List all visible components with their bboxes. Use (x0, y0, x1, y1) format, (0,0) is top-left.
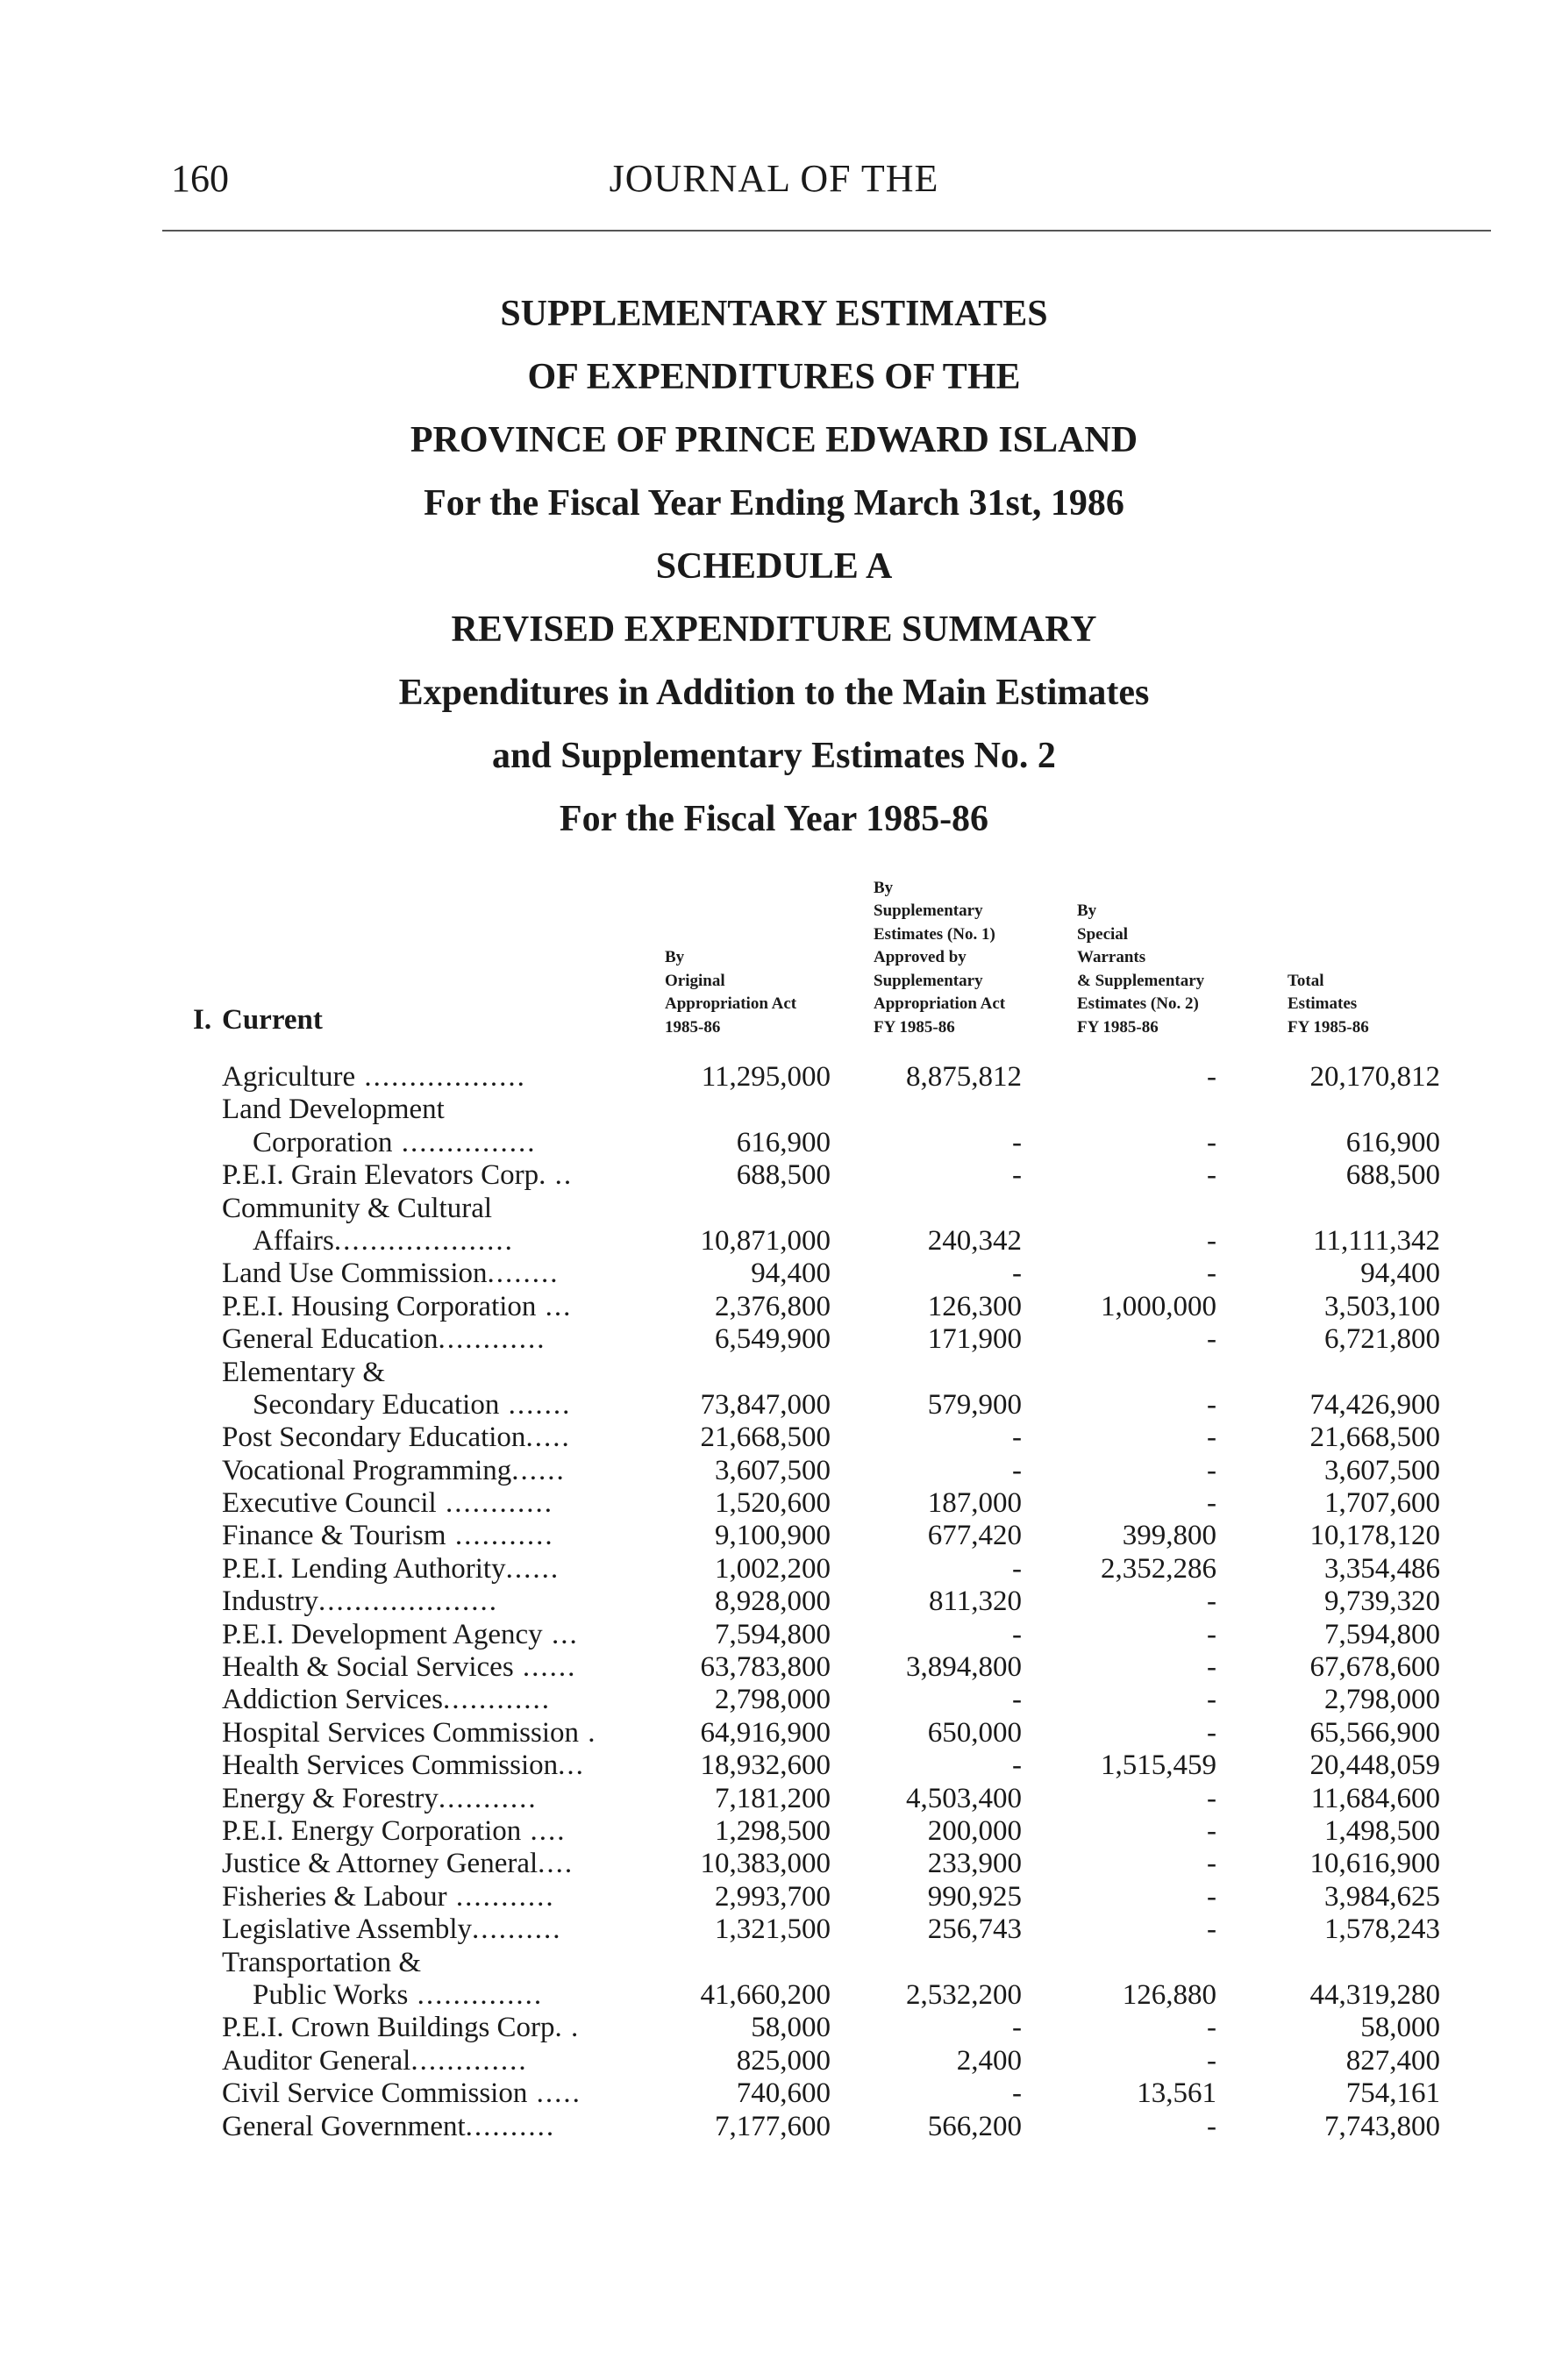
cell-value: 2,798,000 (1324, 1684, 1440, 1716)
journal-title: JOURNAL OF THE (609, 157, 939, 200)
cell-value: 825,000 (736, 2044, 831, 2077)
table-row (0, 1291, 1548, 1323)
cell-value: - (1012, 1159, 1022, 1192)
row-label-text: Public Works (253, 1978, 409, 2011)
column-header-line: By (874, 878, 894, 897)
row-label (222, 1061, 526, 1094)
row-label-text: Vocational Programming (222, 1454, 512, 1486)
dot-leader: .... (538, 1848, 574, 1880)
row-label (222, 1848, 574, 1880)
cell-value: 74,426,900 (1309, 1388, 1440, 1421)
cell-value: 10,871,000 (700, 1224, 831, 1257)
table-row (0, 1258, 1548, 1290)
row-label (222, 1651, 576, 1684)
cell-value: 171,900 (927, 1323, 1022, 1356)
dot-leader: ...... (505, 1552, 560, 1585)
cell-value: 1,520,600 (715, 1487, 831, 1520)
cell-value: - (1012, 2077, 1022, 2110)
dot-leader: .................... (333, 1224, 514, 1257)
dot-leader: . (579, 1716, 597, 1749)
row-label-text: Justice & Attorney General (222, 1848, 539, 1880)
row-label (222, 2111, 555, 2143)
cell-value: - (1012, 1422, 1022, 1454)
dot-leader: .......... (472, 1913, 562, 1946)
title-line: For the Fiscal Year Ending March 31st, 1986 (424, 483, 1124, 524)
column-header-line: By (1077, 901, 1097, 920)
table-row (0, 1455, 1548, 1487)
row-label (222, 1291, 572, 1323)
dot-leader: ...... (513, 1651, 577, 1684)
row-label-text: Community & Cultural (222, 1192, 493, 1224)
dot-leader: ... (536, 1290, 573, 1322)
dot-leader: ............ (443, 1684, 552, 1716)
table-row (0, 1520, 1548, 1552)
row-label (222, 2045, 528, 2077)
column-header-line: Estimates (No. 2) (1077, 994, 1199, 1013)
title-line: REVISED EXPENDITURE SUMMARY (451, 609, 1097, 650)
dot-leader: ..... (527, 2077, 581, 2110)
column-header-line: & Supplementary (1077, 971, 1205, 990)
title-line: For the Fiscal Year 1985-86 (559, 799, 989, 839)
cell-value: - (1207, 1814, 1216, 1847)
dot-leader: .... (521, 1814, 567, 1847)
cell-value: 20,448,059 (1309, 1749, 1440, 1782)
column-header-line: Appropriation Act (665, 994, 797, 1013)
column-header-line: Approved by (874, 948, 967, 966)
table-row (0, 1684, 1548, 1716)
cell-value: 3,607,500 (715, 1454, 831, 1486)
row-label-text: P.E.I. Development Agency (222, 1618, 543, 1650)
cell-value: - (1012, 1618, 1022, 1650)
cell-value: 4,503,400 (906, 1782, 1022, 1814)
cell-value: 990,925 (927, 1880, 1022, 1913)
cell-value: 44,319,280 (1309, 1978, 1440, 2011)
cell-value: 1,515,459 (1101, 1749, 1216, 1782)
table-row (0, 1947, 1548, 1979)
dot-leader: .. (546, 1159, 574, 1192)
title-line: and Supplementary Estimates No. 2 (492, 736, 1056, 776)
cell-value: 3,354,486 (1324, 1552, 1440, 1585)
column-header-line: Total (1288, 971, 1324, 990)
table-row (0, 1094, 1548, 1126)
cell-value: 740,600 (736, 2077, 831, 2110)
cell-value: - (1207, 1061, 1216, 1093)
dot-leader: .......... (465, 2110, 556, 2142)
cell-value: - (1012, 1258, 1022, 1290)
cell-value: 11,684,600 (1310, 1782, 1440, 1814)
row-label-text: Corporation (253, 1126, 393, 1158)
cell-value: - (1012, 1454, 1022, 1486)
cell-value: - (1207, 1487, 1216, 1520)
row-label-text: P.E.I. Crown Buildings Corp. (222, 2012, 562, 2044)
cell-value: 94,400 (1360, 1258, 1440, 1290)
cell-value: 677,420 (927, 1520, 1022, 1552)
cell-value: 11,111,342 (1313, 1224, 1440, 1257)
row-label (222, 1422, 571, 1454)
cell-value: - (1207, 1422, 1216, 1454)
row-label-text: P.E.I. Grain Elevators Corp. (222, 1159, 546, 1192)
row-label-text: Post Secondary Education (222, 1422, 526, 1454)
column-header-line: Supplementary (874, 971, 983, 990)
row-label-text: Auditor General (222, 2044, 411, 2077)
table-row (0, 1913, 1548, 1946)
cell-value: 6,549,900 (715, 1323, 831, 1356)
cell-value: 3,984,625 (1324, 1880, 1440, 1913)
cell-value: 1,707,600 (1324, 1487, 1440, 1520)
cell-value: 2,993,700 (715, 1880, 831, 1913)
column-header-line: FY 1985-86 (1288, 1017, 1369, 1037)
cell-value: - (1207, 1585, 1216, 1618)
table-row (0, 1193, 1548, 1225)
cell-value: 7,594,800 (1324, 1618, 1440, 1650)
cell-value: 10,178,120 (1309, 1520, 1440, 1552)
cell-value: - (1207, 1913, 1216, 1946)
row-label-text: Elementary & (222, 1356, 386, 1388)
cell-value: 7,181,200 (715, 1782, 831, 1814)
cell-value: - (1207, 2110, 1216, 2142)
table-row (0, 1848, 1548, 1880)
cell-value: - (1207, 1323, 1216, 1356)
dot-leader: ........ (487, 1258, 560, 1290)
cell-value: - (1207, 1716, 1216, 1749)
table-row (0, 2012, 1548, 2044)
cell-value: 688,500 (1345, 1159, 1440, 1192)
cell-value: 187,000 (927, 1487, 1022, 1520)
table-row (0, 1815, 1548, 1848)
table-row (0, 1357, 1548, 1389)
cell-value: 256,743 (927, 1913, 1022, 1946)
table-row (0, 1389, 1548, 1422)
cell-value: 94,400 (751, 1258, 831, 1290)
row-label (222, 1553, 560, 1585)
cell-value: 233,900 (927, 1848, 1022, 1880)
cell-value: 1,298,500 (715, 1814, 831, 1847)
cell-value: 67,678,600 (1309, 1651, 1440, 1684)
column-header-line: Estimates (1288, 994, 1358, 1013)
table-row (0, 1783, 1548, 1815)
column-header-line: Estimates (No. 1) (874, 924, 995, 944)
cell-value: 11,295,000 (701, 1061, 831, 1093)
table-row (0, 1487, 1548, 1520)
cell-value: 8,928,000 (715, 1585, 831, 1618)
dot-leader: .................... (318, 1585, 498, 1618)
cell-value: - (1207, 1126, 1216, 1158)
row-label-text: Civil Service Commission (222, 2077, 528, 2110)
column-header-line: Original (665, 971, 725, 990)
cell-value: 7,743,800 (1324, 2110, 1440, 2142)
cell-value: 73,847,000 (700, 1388, 831, 1421)
column-header-line: Warrants (1077, 948, 1146, 966)
row-label-text: P.E.I. Housing Corporation (222, 1290, 537, 1322)
row-label-text: Transportation & (222, 1946, 422, 1978)
page-number: 160 (171, 157, 229, 200)
row-label-text: P.E.I. Lending Authority (222, 1552, 506, 1585)
table-row (0, 1061, 1548, 1094)
column-header-line: Special (1077, 924, 1129, 944)
column-header-line: FY 1985-86 (1077, 1017, 1159, 1037)
row-label (222, 1947, 421, 1979)
cell-value: 13,561 (1137, 2077, 1216, 2110)
running-head (0, 156, 1548, 209)
cell-value: 399,800 (1122, 1520, 1216, 1552)
table-row (0, 1651, 1548, 1684)
row-label (222, 1881, 555, 1913)
cell-value: 21,668,500 (1309, 1422, 1440, 1454)
cell-value: 2,376,800 (715, 1290, 831, 1322)
cell-value: 41,660,200 (700, 1978, 831, 2011)
row-label (222, 1258, 560, 1290)
dot-leader: ...... (511, 1454, 566, 1486)
table-row (0, 1881, 1548, 1913)
cell-value: 566,200 (927, 2110, 1022, 2142)
column-header-line: By (665, 948, 685, 966)
dot-leader: .................. (355, 1061, 526, 1093)
cell-value: 7,594,800 (715, 1618, 831, 1650)
row-label (222, 1357, 385, 1389)
cell-value: 200,000 (927, 1814, 1022, 1847)
table-row (0, 2077, 1548, 2110)
cell-value: 2,400 (956, 2044, 1022, 2077)
dot-leader: ....... (499, 1388, 572, 1421)
dot-leader: ............. (410, 2044, 528, 2077)
table-row (0, 1553, 1548, 1585)
title-line: OF EXPENDITURES OF THE (527, 357, 1021, 397)
dot-leader: ............ (438, 1323, 546, 1356)
row-label (222, 1193, 492, 1225)
cell-value: - (1207, 1782, 1216, 1814)
cell-value: - (1207, 1618, 1216, 1650)
dot-leader: ........... (446, 1880, 555, 1913)
column-header (665, 946, 818, 1039)
cell-value: 827,400 (1345, 2044, 1440, 2077)
column-header-line: 1985-86 (665, 1017, 721, 1037)
cell-value: - (1012, 1552, 1022, 1585)
row-label-text: Land Use Commission (222, 1258, 488, 1290)
cell-value: 754,161 (1345, 2077, 1440, 2110)
row-label (253, 1979, 543, 2012)
cell-value: 64,916,900 (700, 1716, 831, 1749)
row-label (222, 1717, 597, 1749)
cell-value: 20,170,812 (1309, 1061, 1440, 1093)
row-label-text: General Government (222, 2110, 466, 2142)
cell-value: 1,002,200 (715, 1552, 831, 1585)
row-label (222, 2077, 581, 2110)
cell-value: 1,000,000 (1101, 1290, 1216, 1322)
column-header (1288, 970, 1463, 1040)
cell-value: 126,300 (927, 1290, 1022, 1322)
title-line: PROVINCE OF PRINCE EDWARD ISLAND (410, 420, 1138, 460)
cell-value: 126,880 (1122, 1978, 1216, 2011)
row-label (222, 1585, 498, 1618)
table-row (0, 1585, 1548, 1618)
table-row (0, 1979, 1548, 2012)
cell-value: - (1012, 1749, 1022, 1782)
row-label-text: P.E.I. Energy Corporation (222, 1814, 522, 1847)
row-label-text: Industry (222, 1585, 318, 1618)
row-label-text: Land Development (222, 1094, 445, 1126)
cell-value: - (1207, 1651, 1216, 1684)
cell-value: 240,342 (927, 1224, 1022, 1257)
cell-value: 1,498,500 (1324, 1814, 1440, 1847)
cell-value: - (1012, 1684, 1022, 1716)
cell-value: 10,616,900 (1309, 1848, 1440, 1880)
table-row (0, 1323, 1548, 1356)
row-label (222, 1749, 585, 1782)
table-row (0, 1225, 1548, 1258)
cell-value: 616,900 (736, 1126, 831, 1158)
cell-value: 1,578,243 (1324, 1913, 1440, 1946)
cell-value: 616,900 (1345, 1126, 1440, 1158)
cell-value: - (1207, 1224, 1216, 1257)
dot-leader: ............ (436, 1487, 553, 1520)
cell-value: 58,000 (751, 2012, 831, 2044)
cell-value: - (1207, 1880, 1216, 1913)
row-label (222, 1913, 562, 1946)
row-label (222, 1159, 573, 1192)
table-row (0, 1127, 1548, 1159)
cell-value: 3,607,500 (1324, 1454, 1440, 1486)
cell-value: 9,739,320 (1324, 1585, 1440, 1618)
dot-leader: ........... (438, 1782, 538, 1814)
cell-value: 63,783,800 (700, 1651, 831, 1684)
table-row (0, 2045, 1548, 2077)
column-header-line: Appropriation Act (874, 994, 1006, 1013)
dot-leader: ... (558, 1749, 585, 1782)
row-label-text: General Education (222, 1323, 439, 1356)
dot-leader: ............... (392, 1126, 537, 1158)
row-label (222, 2012, 580, 2044)
dot-leader: .............. (408, 1978, 544, 2011)
cell-value: 2,532,200 (906, 1978, 1022, 2011)
section-number: I. (193, 1004, 212, 1036)
table-row (0, 1422, 1548, 1454)
dot-leader: ..... (525, 1422, 571, 1454)
section-title: Current (222, 1004, 323, 1036)
table-row (0, 1717, 1548, 1749)
dot-leader: ... (542, 1618, 579, 1650)
cell-value: - (1207, 1684, 1216, 1716)
column-header-line: FY 1985-86 (874, 1017, 955, 1037)
cell-value: 579,900 (927, 1388, 1022, 1421)
cell-value: 10,383,000 (700, 1848, 831, 1880)
row-label-text: Finance & Tourism (222, 1520, 446, 1552)
cell-value: - (1012, 1126, 1022, 1158)
row-label (253, 1389, 571, 1422)
row-label (222, 1487, 553, 1520)
cell-value: 6,721,800 (1324, 1323, 1440, 1356)
row-label-text: Affairs (253, 1224, 334, 1257)
cell-value: 9,100,900 (715, 1520, 831, 1552)
title-block (0, 282, 1548, 851)
header-rule (162, 230, 1491, 232)
row-label-text: Agriculture (222, 1061, 356, 1093)
row-label (222, 1455, 566, 1487)
row-label-text: Energy & Forestry (222, 1782, 439, 1814)
table-row (0, 1749, 1548, 1782)
row-label (222, 1520, 554, 1552)
row-label-text: Health Services Commission (222, 1749, 559, 1782)
cell-value: 8,875,812 (906, 1061, 1022, 1093)
cell-value: 3,894,800 (906, 1651, 1022, 1684)
cell-value: - (1207, 1848, 1216, 1880)
row-label-text: Executive Council (222, 1487, 437, 1520)
cell-value: 7,177,600 (715, 2110, 831, 2142)
cell-value: 58,000 (1360, 2012, 1440, 2044)
row-label-text: Secondary Education (253, 1388, 500, 1421)
cell-value: - (1207, 1159, 1216, 1192)
row-label-text: Legislative Assembly (222, 1913, 473, 1946)
column-header-line: Supplementary (874, 901, 983, 920)
cell-value: - (1207, 2012, 1216, 2044)
dot-leader: . (561, 2012, 581, 2044)
row-label (253, 1127, 536, 1159)
dot-leader: ........... (446, 1520, 554, 1552)
cell-value: - (1207, 2044, 1216, 2077)
cell-value: - (1207, 1454, 1216, 1486)
title-line: SUPPLEMENTARY ESTIMATES (500, 294, 1048, 334)
column-header (874, 877, 1075, 1040)
cell-value: - (1207, 1388, 1216, 1421)
row-label (222, 1619, 579, 1651)
row-label (222, 1684, 551, 1716)
row-label-text: Fisheries & Labour (222, 1880, 447, 1913)
cell-value: 811,320 (928, 1585, 1022, 1618)
row-label (222, 1783, 538, 1815)
cell-value: - (1207, 1258, 1216, 1290)
expenditure-table (0, 1061, 1548, 2143)
row-label-text: Health & Social Services (222, 1651, 514, 1684)
cell-value: 1,321,500 (715, 1913, 831, 1946)
row-label-text: Addiction Services (222, 1684, 444, 1716)
title-line: SCHEDULE A (655, 546, 893, 587)
table-row (0, 2111, 1548, 2143)
cell-value: 2,352,286 (1101, 1552, 1216, 1585)
cell-value: 2,798,000 (715, 1684, 831, 1716)
table-row (0, 1159, 1548, 1192)
table-row (0, 1619, 1548, 1651)
column-header (1077, 900, 1270, 1039)
row-label (222, 1323, 546, 1356)
row-label (222, 1815, 567, 1848)
title-line: Expenditures in Addition to the Main Estimates (398, 673, 1150, 713)
cell-value: 3,503,100 (1324, 1290, 1440, 1322)
cell-value: 65,566,900 (1309, 1716, 1440, 1749)
cell-value: 21,668,500 (700, 1422, 831, 1454)
row-label (222, 1094, 445, 1126)
cell-value: 688,500 (736, 1159, 831, 1192)
row-label-text: Hospital Services Commission (222, 1716, 579, 1749)
cell-value: 18,932,600 (700, 1749, 831, 1782)
row-label (253, 1225, 514, 1258)
cell-value: 650,000 (927, 1716, 1022, 1749)
cell-value: - (1012, 2012, 1022, 2044)
